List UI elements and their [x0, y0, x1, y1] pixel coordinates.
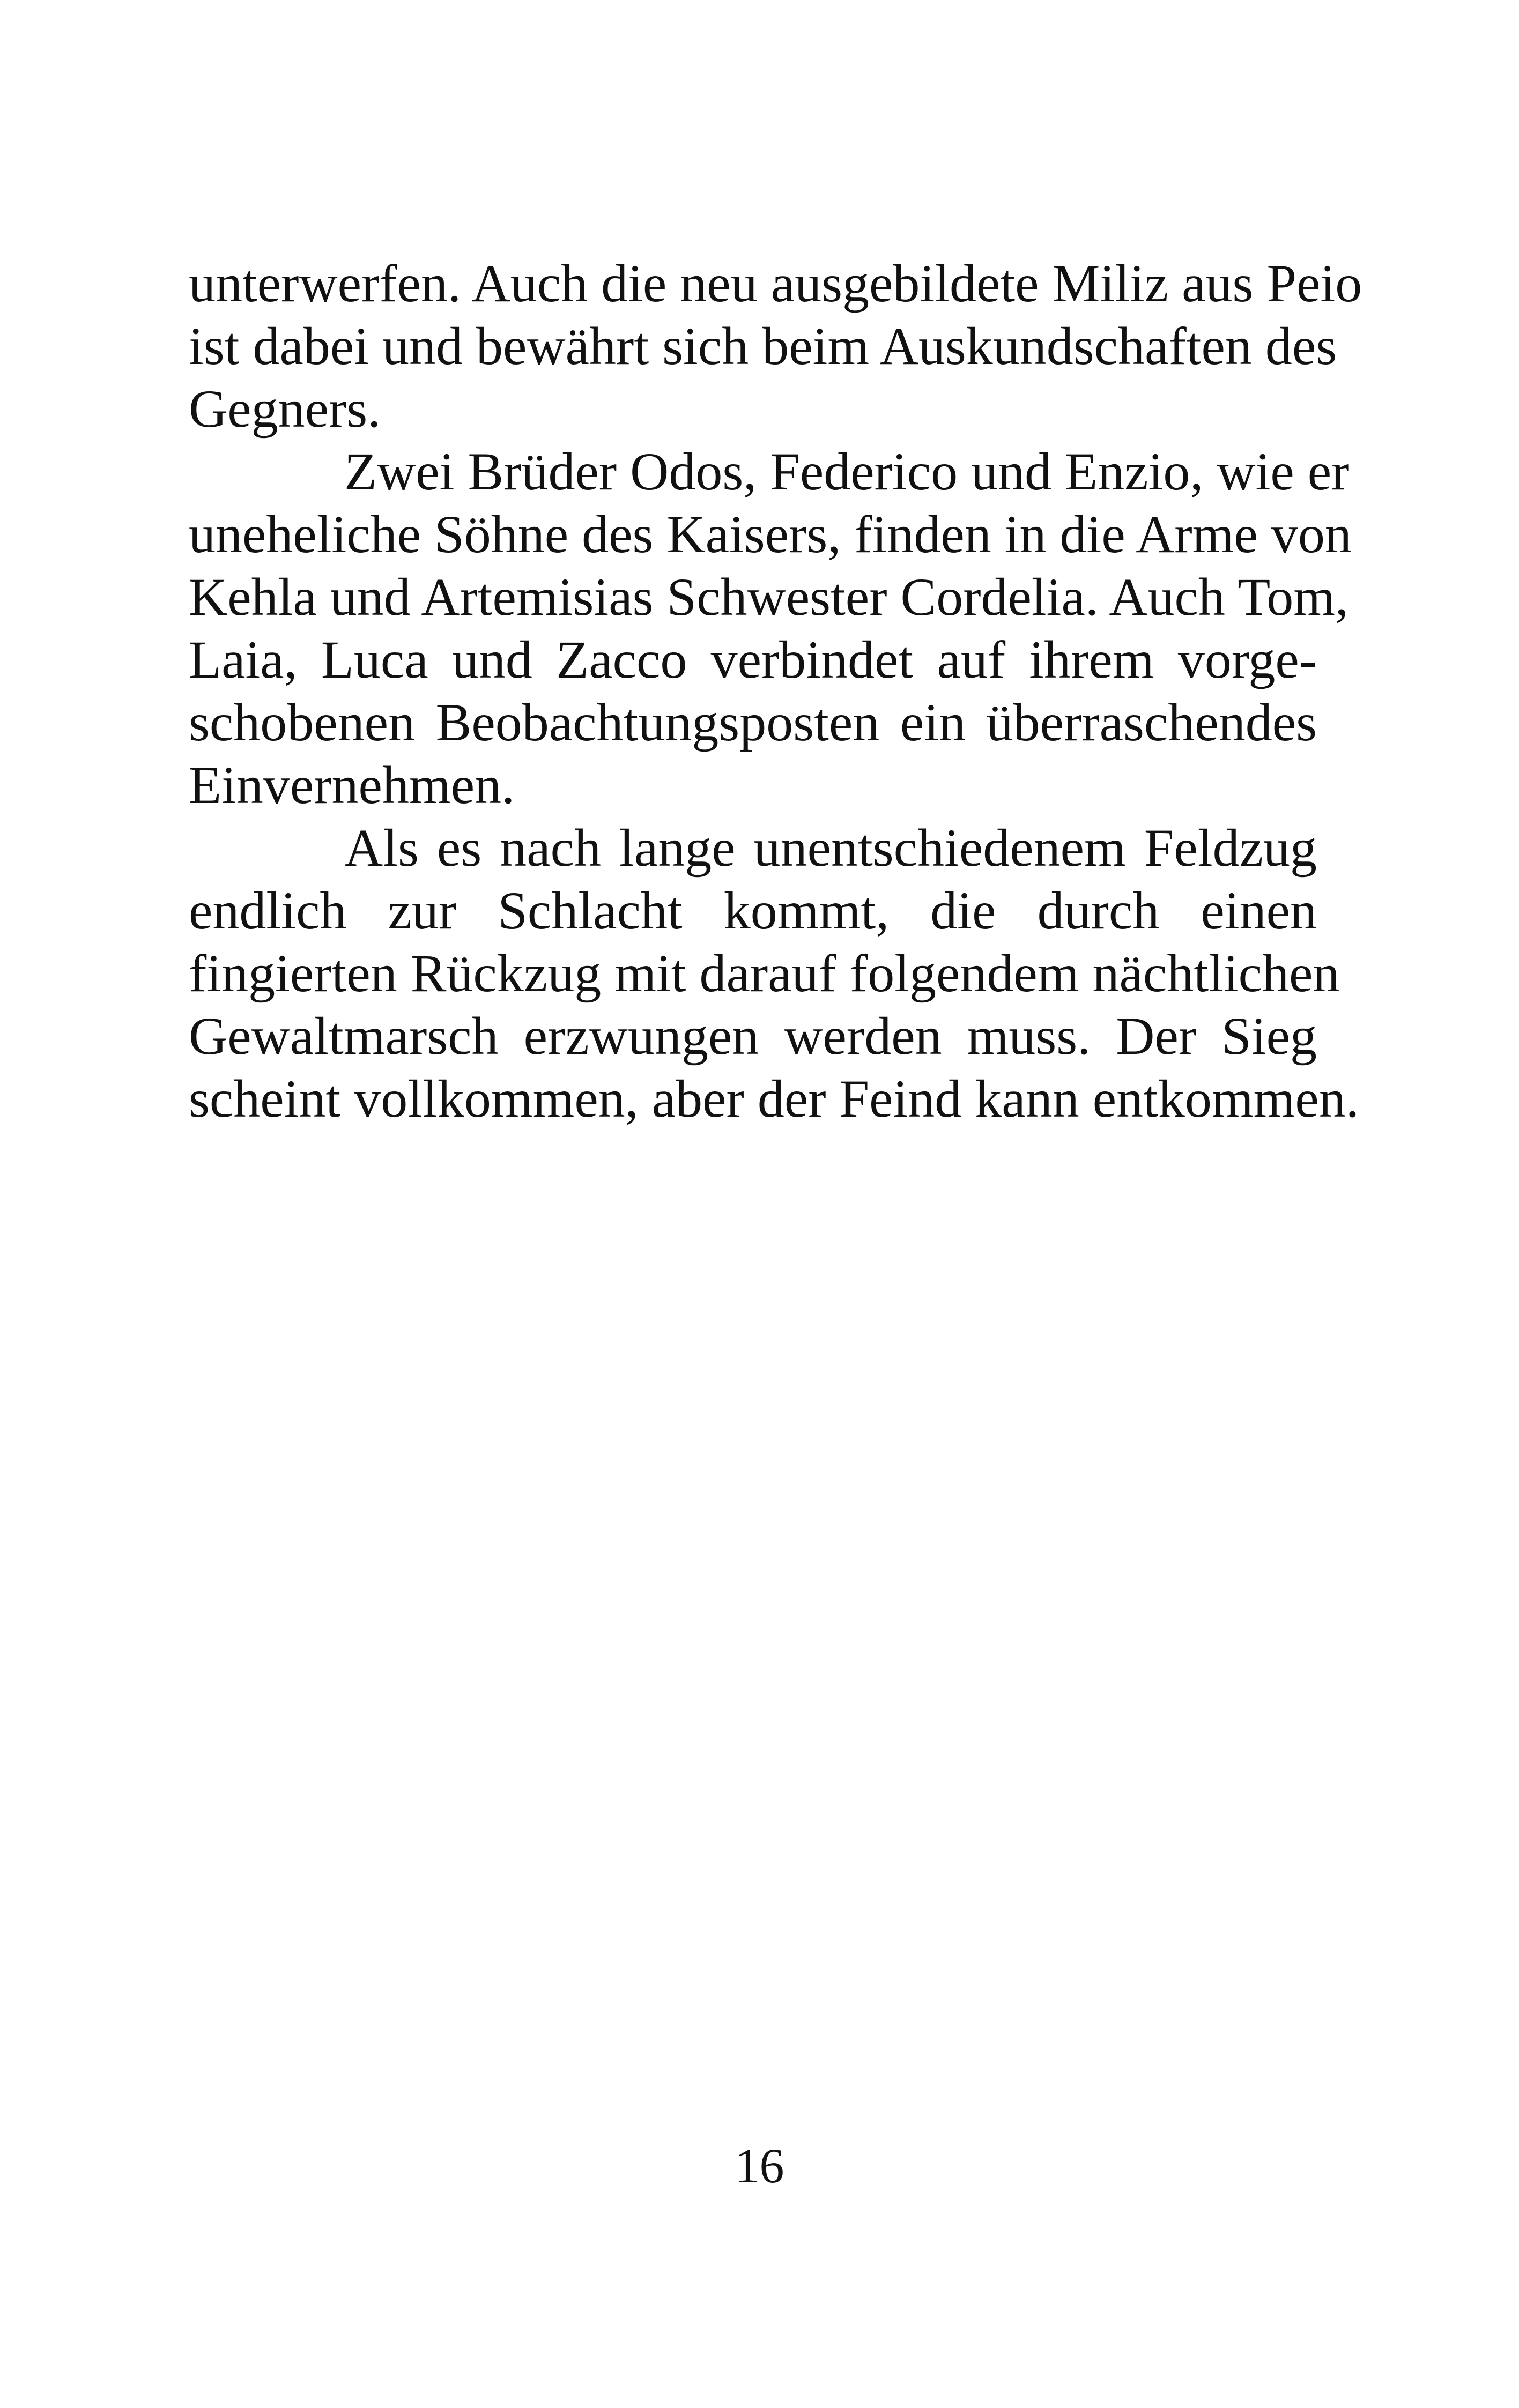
page-number: 16 [735, 2138, 784, 2193]
text-line: endlich zur Schlacht kommt, die durch einen [189, 881, 1317, 940]
text-line: unterwerfen. Auch die neu ausgebildete Miliz aus Peio [189, 254, 1362, 313]
text-line: fingierten Rückzug mit darauf folgendem nächtlichen [189, 943, 1340, 1003]
paragraph-3 [189, 816, 1359, 1130]
paragraph-1 [189, 252, 1362, 440]
text-line: Gegners. [189, 379, 381, 439]
text-line: Gewaltmarsch erzwungen werden muss. Der Sieg [189, 1006, 1317, 1066]
body-text [189, 252, 1362, 1130]
text-line: Laia, Luca und Zacco verbindet auf ihrem vorge- [189, 630, 1317, 689]
text-line: ist dabei und bewährt sich beim Auskundschaften des [189, 316, 1337, 376]
text-line: schobenen Beobachtungsposten ein überraschendes [189, 693, 1317, 752]
text-line: uneheliche Söhne des Kaisers, finden in die Arme von [189, 504, 1352, 564]
text-line: Einvernehmen. [189, 755, 515, 815]
text-line: Zwei Brüder Odos, Federico und Enzio, wie er [344, 442, 1350, 501]
text-line: Als es nach lange unentschiedenem Feldzug [344, 818, 1317, 878]
text-line: scheint vollkommen, aber der Feind kann entkommen. [189, 1069, 1359, 1128]
paragraph-2 [189, 440, 1352, 816]
text-line: Kehla und Artemisias Schwester Cordelia. Auch Tom, [189, 567, 1348, 627]
